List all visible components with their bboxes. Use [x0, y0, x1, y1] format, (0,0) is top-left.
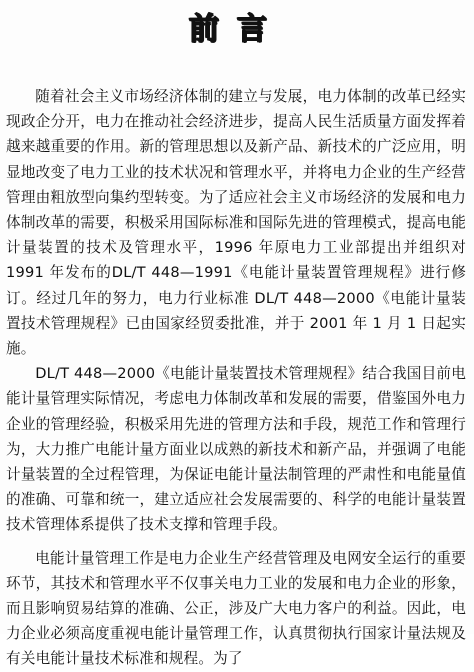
paragraph-2: DL/T 448—2000《电能计量装置技术管理规程》结合我国目前电能计量管理实际情况，考虑电力体制改革和发展的需要，借鉴国外电力企业的管理经验，积极采用先进的管理方法和手段，规范工作和管理行为，大力推广电能计量方面业以成熟的新技术和新产品，并强调了电能计量装置的全过程管理，为保证电能计量法制管理的严肃性和电能量值的准确、可靠和统一，建立适应社会发展需要的、科学的电能计量装置技术管理体系提供了技术支撑和管理手段。 — [6, 365, 466, 534]
paragraph-3: 电能计量管理工作是电力企业生产经营管理及电网安全运行的重要环节，其技术和管理水平不仅事关电力工业的发展和电力企业的形象，而且影响贸易结算的准确、公正，涉及广大电力客户的利益。因此，电力企业必须高度重视电能计量管理工作，认真贯彻执行国家计量法规及有关电能计量技术标准和规程。为了 — [6, 549, 466, 668]
page-title: 前言 — [189, 12, 285, 47]
preface-body — [6, 84, 466, 672]
paragraph-1: 随着社会主义市场经济体制的建立与发展，电力体制的改革已经实现政企分开，电力在推动社会经济进步，提高人民生活质量方面发挥着越来越重要的作用。新的管理思想以及新产品、新技术的广泛应用，明显地改变了电力工业的技术状况和管理水平，并将电力企业的生产经营管理由粗放型向集约型转变。为了适应社会主义市场经济的发展和电力体制改革的需要，积极采用国际标准和国际先进的管理模式，提高电能计量装置的技术及管理水平，1996 年原电力工业部提出并组织对 1991 年发布的DL/T 448—1991《电能计量装置管理规程》进行修订。经过几年的努力，电力行业标准 DL/T 448—2000《电能计量装置技术管理规程》已由国家经贸委批准，并于 2001 年 1 月 1 日起实施。 — [6, 88, 466, 358]
